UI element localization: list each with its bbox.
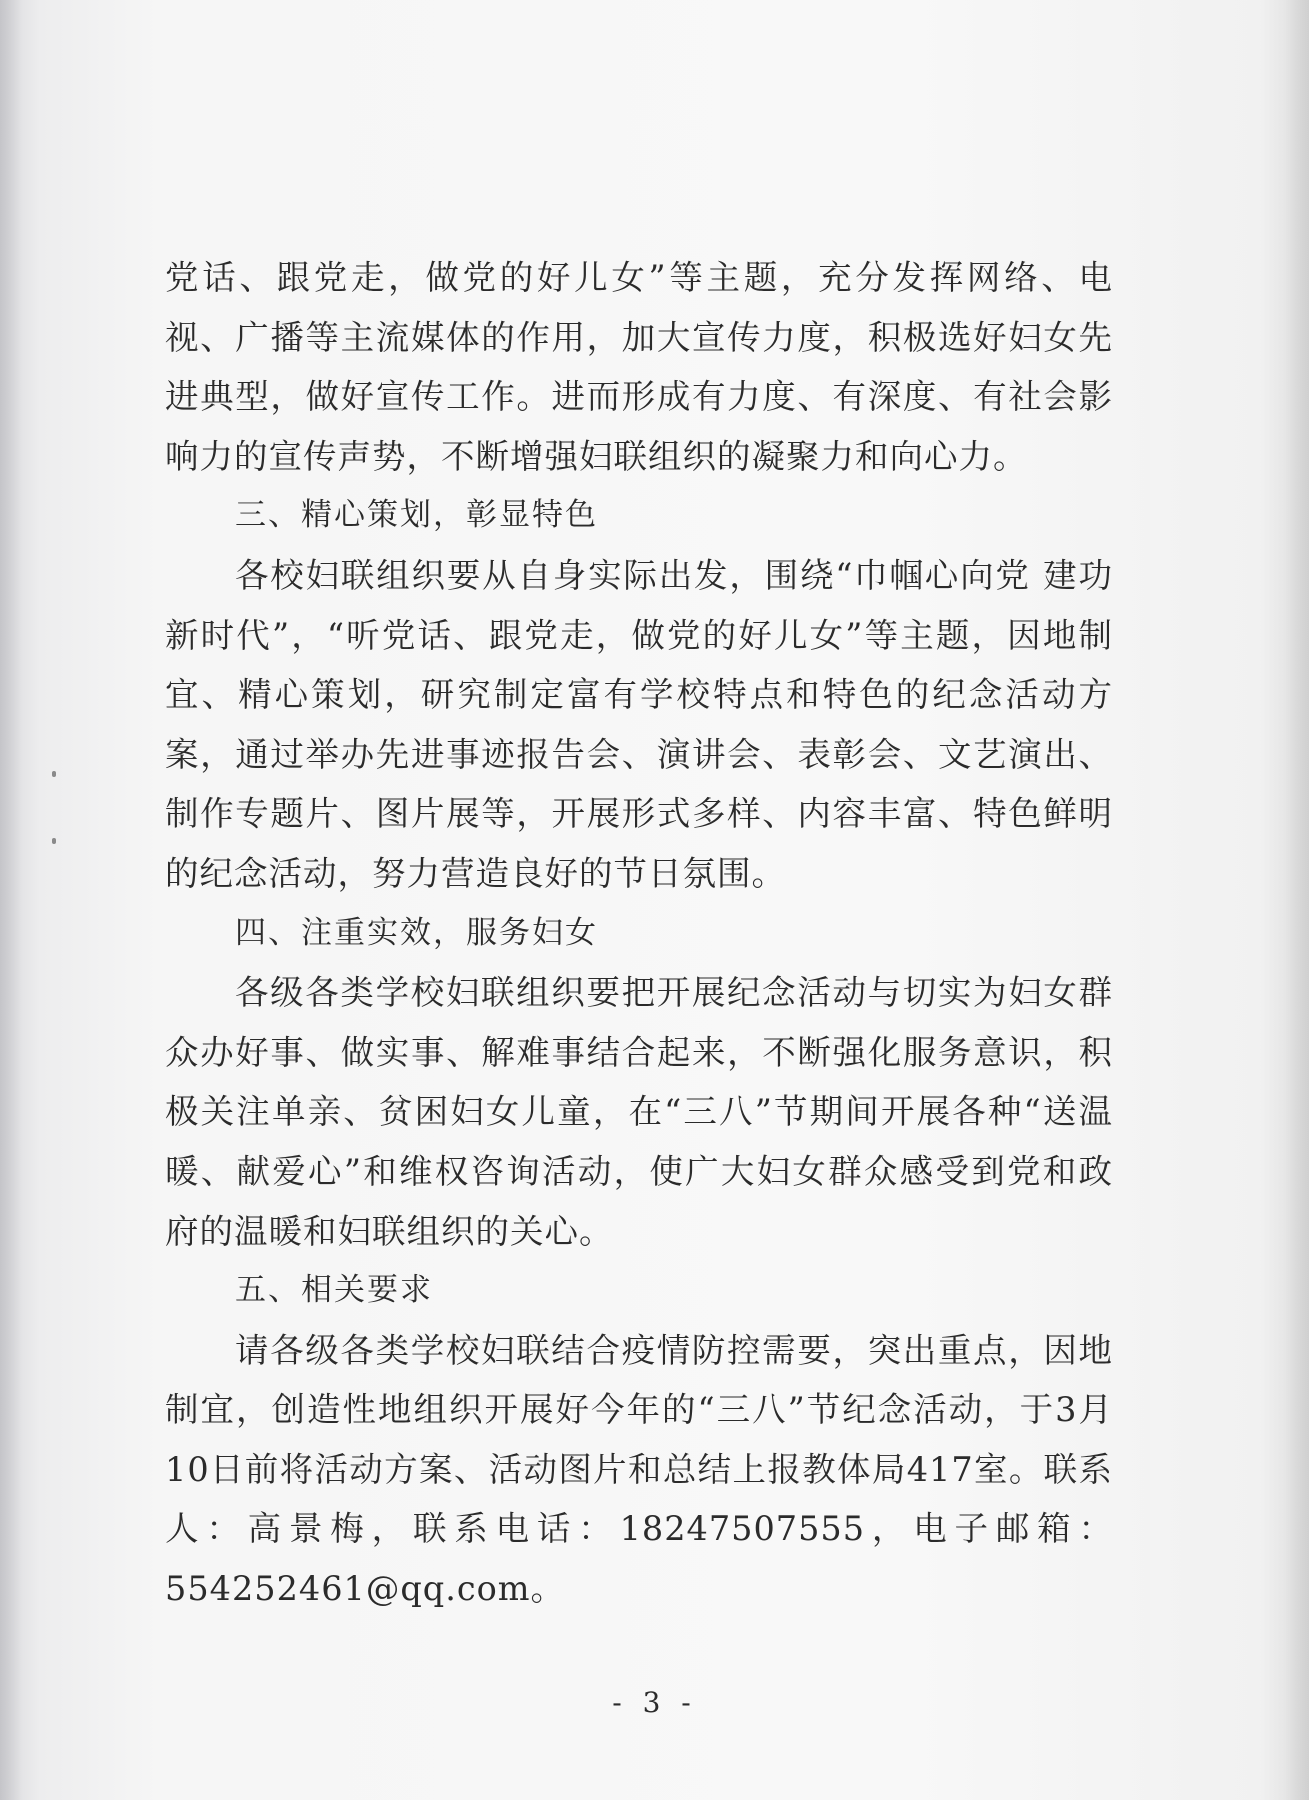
paragraph-continuation: 党话、跟党走，做党的好儿女”等主题，充分发挥网络、电视、广播等主流媒体的作用，加大宣传力度，积极选好妇女先进典型，做好宣传工作。进而形成有力度、有深度、有社会影响力的宣传声势，不断增强妇联组织的凝聚力和向心力。 — [165, 258, 1113, 476]
page-number: - 3 - — [612, 1686, 697, 1719]
document-body — [165, 248, 1113, 1619]
section-body-4: 各级各类学校妇联组织要把开展纪念活动与切实为妇女群众办好事、做实事、解难事结合起来，不断强化服务意识，积极关注单亲、贫困妇女儿童，在“三八”节期间开展各种“送温暖、献爱心”和维权咨询活动，使广大妇女群众感受到党和政府的温暖和妇联组织的关心。 — [165, 973, 1113, 1251]
scan-speck — [52, 771, 56, 777]
section-body-3: 各校妇联组织要从自身实际出发，围绕“巾帼心向党 建功新时代”，“听党话、跟党走，做党的好儿女”等主题，因地制宜、精心策划，研究制定富有学校特点和特色的纪念活动方案，通过举办先进事迹报告会、演讲会、表彰会、文艺演出、制作专题片、图片展等，开展形式多样、内容丰富、特色鲜明的纪念活动，努力营造良好的节日氛围。 — [165, 555, 1113, 893]
section-heading-5: 五、相关要求 — [235, 1272, 433, 1309]
scan-speck — [52, 838, 56, 844]
scan-shadow-left — [0, 0, 22, 1800]
scan-shadow-right — [1285, 0, 1309, 1800]
section-body-5: 请各级各类学校妇联结合疫情防控需要，突出重点，因地制宜，创造性地组织开展好今年的“三八”节纪念活动，于3月10日前将活动方案、活动图片和总结上报教体局417室。联系人：高景梅，联系电话：18247507555，电子邮箱：554252461@qq.com。 — [165, 1330, 1113, 1609]
section-heading-3: 三、精心策划，彰显特色 — [235, 497, 598, 534]
section-heading-4: 四、注重实效，服务妇女 — [235, 914, 598, 951]
